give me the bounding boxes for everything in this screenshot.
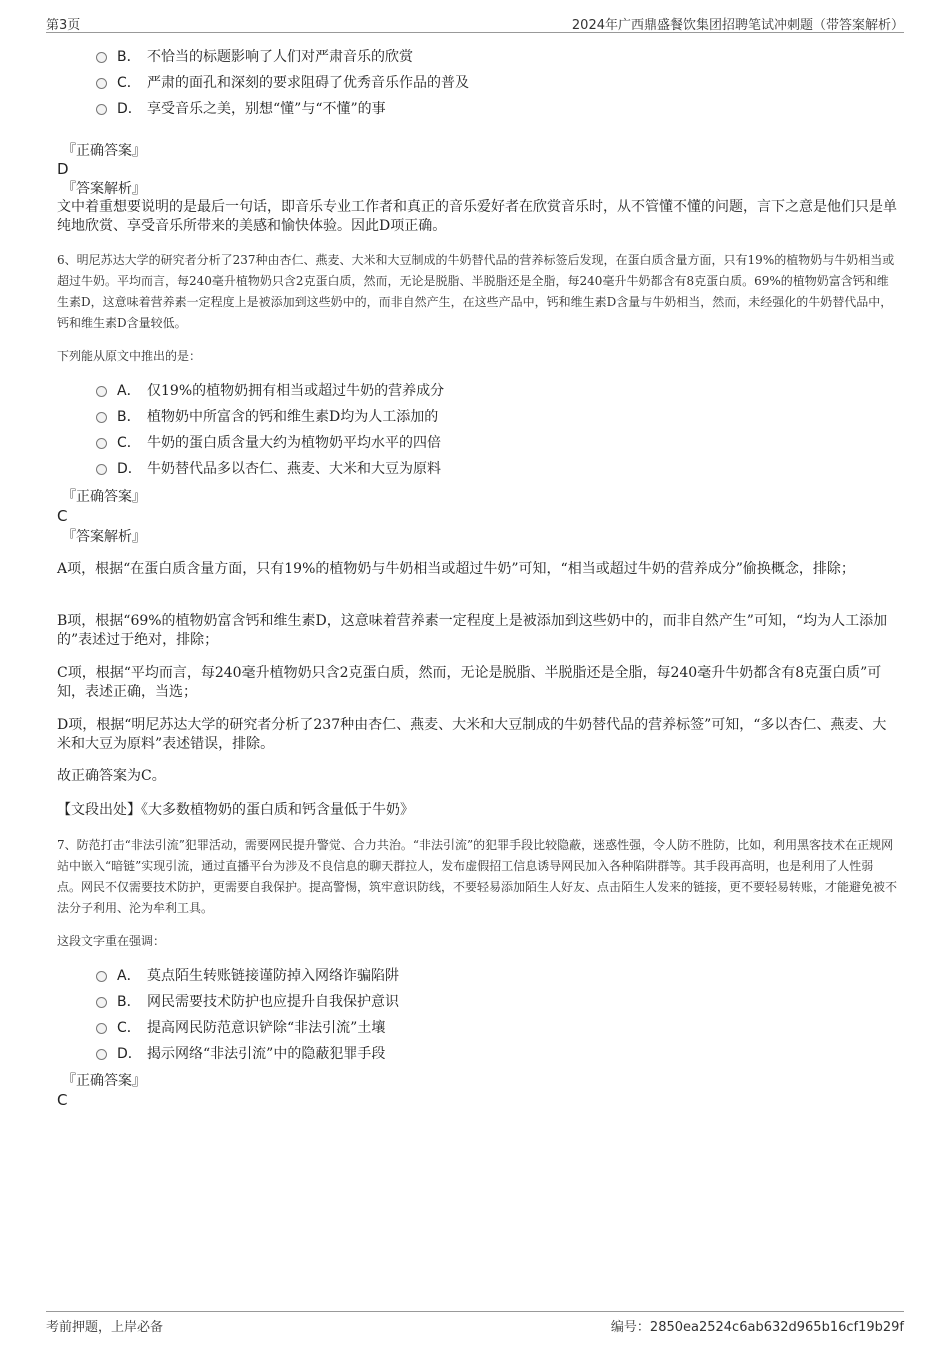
radio-icon[interactable]: [96, 412, 107, 423]
q7-option-a[interactable]: A． 莫点陌生转账链接谨防掉入网络诈骗陷阱: [96, 967, 399, 985]
radio-icon[interactable]: [96, 104, 107, 115]
q6-analysis-label: 『答案解析』: [62, 529, 146, 545]
radio-icon[interactable]: [96, 1049, 107, 1060]
option-text: 网民需要技术防护也应提升自我保护意识: [147, 994, 399, 1010]
q6-analysis-a: A项，根据“在蛋白质含量方面，只有19%的植物奶与牛奶相当或超过牛奶”可知，“相当或超过牛奶的营养成分”偷换概念，排除；: [57, 561, 855, 577]
radio-icon[interactable]: [96, 438, 107, 449]
page-number: 第3页: [46, 18, 81, 33]
q6-question: 6、明尼苏达大学的研究者分析了237种由杏仁、燕麦、大米和大豆制成的牛奶替代品的营养标签后发现，在蛋白质含量方面，只有19%的植物奶与牛奶相当或超过牛奶。平均而言，每240毫升植物奶只含2克蛋白质，然而，无论是脱脂、半脱脂还是全脂，每240毫升牛奶都含有8克蛋白质。69%的植物奶富含钙和维生素D，这意味着营养素一定程度上是被添加到这些奶中的，而非自然产生，在这些产品中，钙和维生素D含量与牛奶相当，然而，未经强化的牛奶替代品中，钙和维生素D含量较低。: [57, 253, 895, 330]
q6-answer-label: 『正确答案』: [62, 489, 146, 505]
option-text: 揭示网络“非法引流”中的隐蔽犯罪手段: [147, 1046, 386, 1062]
page-header: [46, 14, 904, 33]
q6-source: 【文段出处】《大多数植物奶的蛋白质和钙含量低于牛奶》: [57, 802, 414, 818]
q5-analysis-label: 『答案解析』: [62, 181, 146, 197]
radio-icon[interactable]: [96, 386, 107, 397]
q5-answer: D: [57, 160, 69, 178]
radio-icon[interactable]: [96, 1023, 107, 1034]
q5-option-b[interactable]: B． 不恰当的标题影响了人们对严肃音乐的欣赏: [96, 48, 413, 66]
radio-icon[interactable]: [96, 997, 107, 1008]
q7-option-c[interactable]: C． 提高网民防范意识铲除“非法引流”土壤: [96, 1019, 385, 1037]
document-id: 编号：2850ea2524c6ab632d965b16cf19b29f: [610, 1320, 904, 1335]
option-text: 牛奶的蛋白质含量大约为植物奶平均水平的四倍: [147, 435, 441, 451]
q6-analysis-b: B项，根据“69%的植物奶富含钙和维生素D，这意味着营养素一定程度上是被添加到这些奶中的，而非自然产生”可知，“均为人工添加的”表述过于绝对，排除；: [57, 613, 888, 648]
q6-conclusion: 故正确答案为C。: [57, 768, 166, 784]
q6-option-c[interactable]: C． 牛奶的蛋白质含量大约为植物奶平均水平的四倍: [96, 434, 441, 452]
document-title: 2024年广西鼎盛餐饮集团招聘笔试冲刺题（带答案解析）: [571, 18, 904, 33]
radio-icon[interactable]: [96, 464, 107, 475]
option-text: 提高网民防范意识铲除“非法引流”土壤: [147, 1020, 386, 1036]
q5-analysis: 文中着重想要说明的是最后一句话，即音乐专业工作者和真正的音乐爱好者在欣赏音乐时，从不管懂不懂的问题，言下之意是他们只是单纯地欣赏、享受音乐所带来的美感和愉快体验。因此D项正确。: [57, 199, 897, 234]
radio-icon[interactable]: [96, 78, 107, 89]
q6-option-d[interactable]: D． 牛奶替代品多以杏仁、燕麦、大米和大豆为原料: [96, 460, 441, 478]
option-text: 植物奶中所富含的钙和维生素D均为人工添加的: [147, 409, 439, 425]
q7-option-d[interactable]: D． 揭示网络“非法引流”中的隐蔽犯罪手段: [96, 1045, 385, 1063]
q6-option-a[interactable]: A． 仅19%的植物奶拥有相当或超过牛奶的营养成分: [96, 382, 444, 400]
option-text: 严肃的面孔和深刻的要求阻碍了优秀音乐作品的普及: [147, 75, 469, 91]
option-text: 不恰当的标题影响了人们对严肃音乐的欣赏: [147, 49, 413, 65]
q6-answer: C: [57, 507, 68, 525]
option-text: 仅19%的植物奶拥有相当或超过牛奶的营养成分: [147, 383, 445, 399]
q5-option-c[interactable]: C． 严肃的面孔和深刻的要求阻碍了优秀音乐作品的普及: [96, 74, 469, 92]
option-text: 莫点陌生转账链接谨防掉入网络诈骗陷阱: [147, 968, 399, 984]
q7-option-b[interactable]: B． 网民需要技术防护也应提升自我保护意识: [96, 993, 399, 1011]
option-text: 牛奶替代品多以杏仁、燕麦、大米和大豆为原料: [147, 461, 441, 477]
q7-prompt: 这段文字重在强调：: [57, 934, 166, 948]
footer-slogan: 考前押题，上岸必备: [46, 1320, 164, 1335]
q6-option-b[interactable]: B． 植物奶中所富含的钙和维生素D均为人工添加的: [96, 408, 438, 426]
q7-answer-label: 『正确答案』: [62, 1073, 146, 1089]
q5-answer-label: 『正确答案』: [62, 143, 146, 159]
q7-answer: C: [57, 1091, 68, 1109]
q7-question: 7、防范打击“非法引流”犯罪活动，需要网民提升警觉、合力共治。“非法引流”的犯罪手段比较隐蔽，迷惑性强，令人防不胜防，比如，利用黑客技术在正规网站中嵌入“暗链”实现引流，通过直播平台为涉及不良信息的聊天群拉人，发布虚假招工信息诱导网民加入各种陷阱群等。其手段再高明，也是利用了人性弱点。网民不仅需要技术防护，更需要自我保护。提高警惕，筑牢意识防线，不要轻易添加陌生人好友、点击陌生人发来的链接，更不要轻易转账，才能避免被不法分子利用、沦为牟利工具。: [57, 838, 898, 915]
radio-icon[interactable]: [96, 52, 107, 63]
q6-analysis-d: D项，根据“明尼苏达大学的研究者分析了237种由杏仁、燕麦、大米和大豆制成的牛奶替代品的营养标签”可知，“多以杏仁、燕麦、大米和大豆为原料”表述错误，排除。: [57, 717, 887, 752]
q5-option-d[interactable]: D． 享受音乐之美，别想“懂”与“不懂”的事: [96, 100, 386, 118]
page-footer: [46, 1311, 904, 1335]
option-text: 享受音乐之美，别想“懂”与“不懂”的事: [147, 101, 386, 117]
q6-prompt: 下列能从原文中推出的是：: [57, 349, 202, 363]
q6-analysis-c: C项，根据“平均而言，每240毫升植物奶只含2克蛋白质，然而，无论是脱脂、半脱脂还是全脂，每240毫升牛奶都含有8克蛋白质”可知，表述正确，当选；: [57, 665, 882, 700]
radio-icon[interactable]: [96, 971, 107, 982]
